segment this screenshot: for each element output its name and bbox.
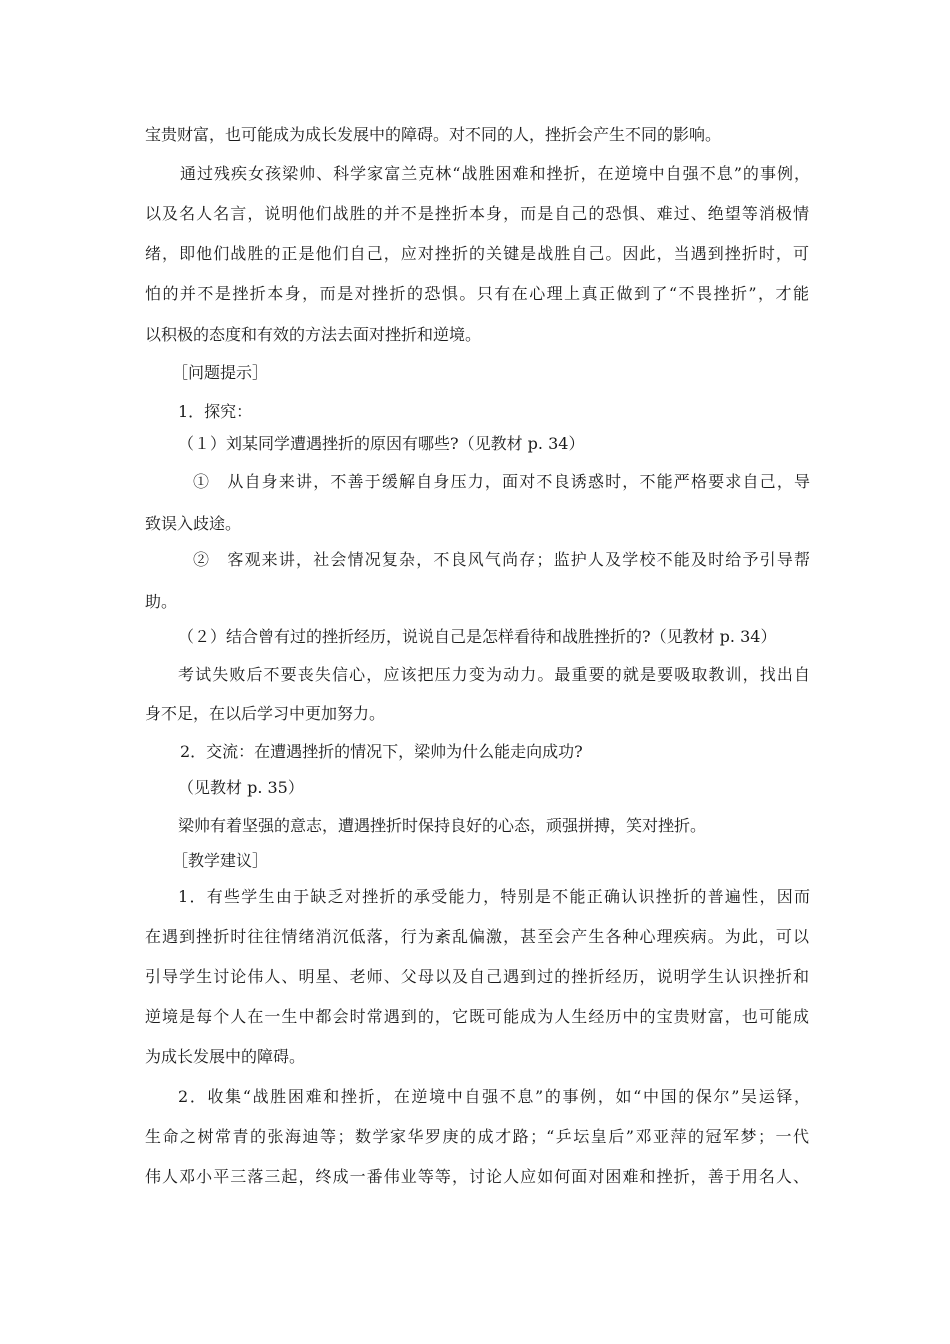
text-line: 以积极的态度和有效的方法去面对挫折和逆境。 [145,325,482,344]
section-heading: ［问题提示］ [172,363,269,382]
text-line: 致误入歧途。 [145,514,242,533]
section-heading: ［教学建议］ [172,851,269,870]
text-line: 通过残疾女孩梁帅、科学家富兰克林“战胜困难和挫折，在逆境中自强不息”的事例， [180,164,810,183]
text-line: 身不足，在以后学习中更加努力。 [145,704,386,723]
text-line: ① 从自身来讲，不善于缓解自身压力，面对不良诱惑时，不能严格要求自己，导 [193,472,810,491]
text-line: 绪，即他们战胜的正是他们自己，应对挫折的关键是战胜自己。因此，当遇到挫折时，可 [145,244,809,263]
question: （１）刘某同学遭遇挫折的原因有哪些?（见教材 p. 34） [178,434,585,453]
text-line: 宝贵财富，也可能成为成长发展中的障碍。对不同的人，挫折会产生不同的影响。 [145,125,722,144]
text-line: 2．收集“战胜困难和挫折，在逆境中自强不息”的事例，如“中国的保尔”吴运铎， [178,1087,810,1106]
text-line: 伟人邓小平三落三起，终成一番伟业等等，讨论人应如何面对困难和挫折，善于用名人、 [145,1167,809,1186]
text-line: 为成长发展中的障碍。 [145,1047,306,1066]
text-line: 以及名人名言，说明他们战胜的并不是挫折本身，而是自己的恐惧、难过、绝望等消极情 [145,204,809,223]
text-line: 助。 [145,592,178,611]
text-line: 1．有些学生由于缺乏对挫折的承受能力，特别是不能正确认识挫折的普遍性，因而 [178,887,810,906]
text-line: 生命之树常青的张海迪等；数学家华罗庚的成才路；“乒坛皇后”邓亚萍的冠军梦；一代 [145,1127,809,1146]
sub-heading: 1．探究： [178,402,253,421]
text-line: 考试失败后不要丧失信心，应该把压力变为动力。最重要的就是要吸取教训，找出自 [178,665,810,684]
text-line: 在遇到挫折时往往情绪消沉低落，行为紊乱偏激，甚至会产生各种心理疾病。为此，可以 [145,927,809,946]
text-line: ② 客观来讲，社会情况复杂，不良风气尚存；监护人及学校不能及时给予引导帮 [193,550,810,569]
text-line: 梁帅有着坚强的意志，遭遇挫折时保持良好的心态，顽强拼搏，笑对挫折。 [178,816,707,835]
reference: （见教材 p. 35） [178,778,304,797]
text-line: 引导学生讨论伟人、明星、老师、父母以及自己遇到过的挫折经历，说明学生认识挫折和 [145,967,809,986]
text-line: 怕的并不是挫折本身，而是对挫折的恐惧。只有在心理上真正做到了“不畏挫折”，才能 [145,284,809,303]
question: （２）结合曾有过的挫折经历，说说自己是怎样看待和战胜挫折的?（见教材 p. 34） [178,627,777,646]
text-line: 逆境是每个人在一生中都会时常遇到的，它既可能成为人生经历中的宝贵财富，也可能成 [145,1007,809,1026]
sub-heading: 2．交流：在遭遇挫折的情况下，梁帅为什么能走向成功? [180,742,583,761]
